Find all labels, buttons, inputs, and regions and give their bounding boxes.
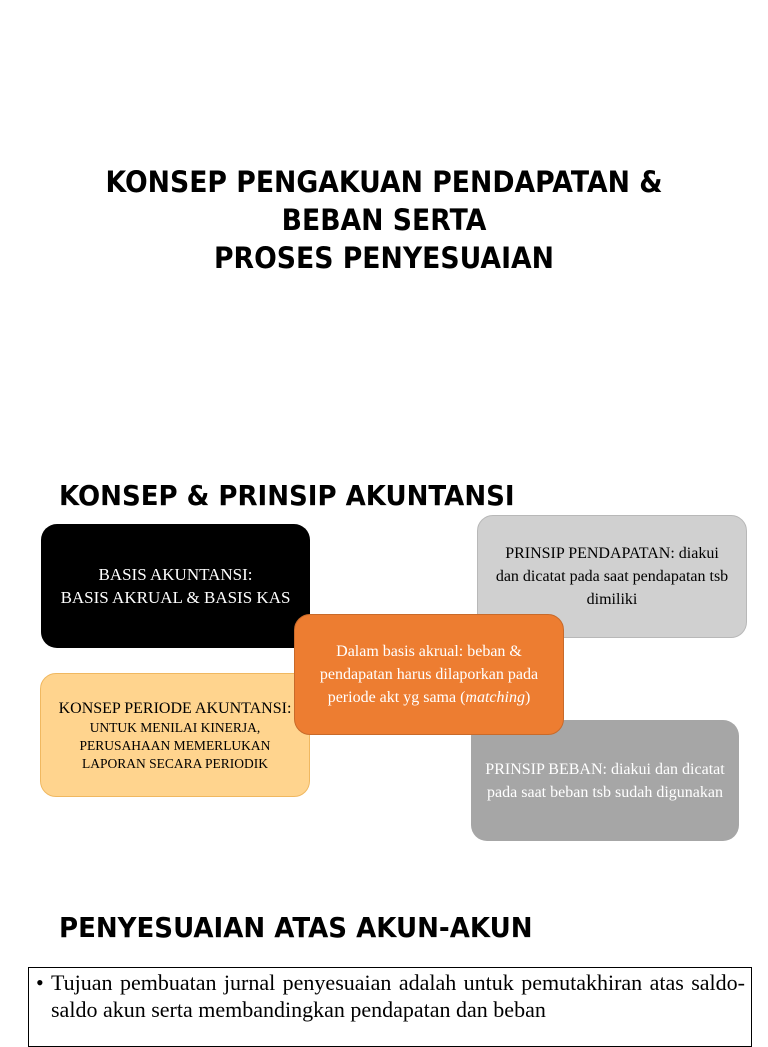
title-line-2: BEBAN SERTA xyxy=(281,203,487,237)
prinsip-beban-box xyxy=(471,720,739,841)
bullet-text-box xyxy=(28,967,752,1047)
title-line-3: PROSES PENYESUAIAN xyxy=(214,241,554,275)
prinsip-pendapatan-text: PRINSIP PENDAPATAN: diakui dan dicatat pada saat pendapatan tsb dimiliki xyxy=(495,545,729,608)
konsep-periode-title: KONSEP PERIODE AKUNTANSI: xyxy=(58,699,292,717)
konsep-periode-body: UNTUK MENILAI KINERJA, PERUSAHAAN MEMERLUKAN LAPORAN SECARA PERIODIK xyxy=(79,719,271,771)
bullet-dot: • xyxy=(36,970,44,995)
section-heading-penyesuaian: PENYESUAIAN ATAS AKUN-AKUN xyxy=(59,911,533,944)
konsep-periode-box xyxy=(40,673,310,797)
page-title xyxy=(31,163,738,277)
title-line-1: KONSEP PENGAKUAN PENDAPATAN & xyxy=(105,165,663,199)
bullet-text: Tujuan pembuatan jurnal penyesuaian adalah untuk pemutakhiran atas saldo-saldo akun serta membandingkan pendapatan dan beban xyxy=(51,970,745,1022)
matching-text xyxy=(309,640,549,709)
prinsip-beban-text: PRINSIP BEBAN: diakui dan dicatat pada saat beban tsb sudah digunakan xyxy=(485,760,725,801)
matching-italic: matching xyxy=(465,689,525,706)
basis-akuntansi-box xyxy=(41,524,310,648)
matching-text-after: ) xyxy=(524,689,531,706)
section-heading-konsep: KONSEP & PRINSIP AKUNTANSI xyxy=(59,479,515,512)
matching-text-before: Dalam basis akrual: beban & pendapatan harus dilaporkan pada periode akt yg sama ( xyxy=(319,643,539,706)
matching-box xyxy=(294,614,564,735)
basis-box-line-2: BASIS AKRUAL & BASIS KAS xyxy=(60,588,291,607)
basis-box-line-1: BASIS AKUNTANSI: xyxy=(98,565,253,584)
